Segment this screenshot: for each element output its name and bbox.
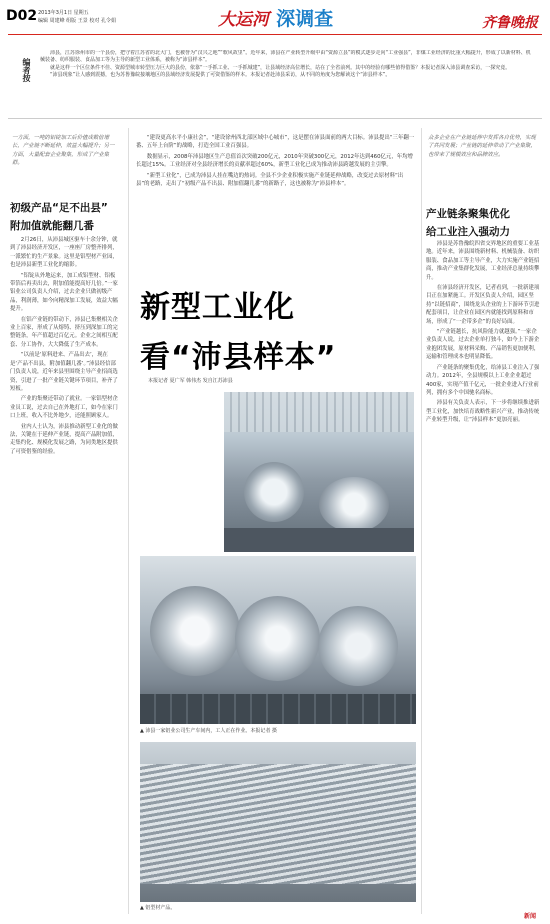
left-body-p5: 产业的集聚还带动了就业。一家铝型材企业员工说，过去自己在外地打工，如今在家门口上班，收入不比外地少，还能照顾家人。 [10,396,118,420]
editor-note-badge-text: 编者按 [22,58,31,82]
left-body-p6: 业内人士认为，沛县推动新型工业化的做法，关键在于延伸产业链，提高产品附加值，走集约化、规模化发展之路，为同类地区提供了可资借鉴的经验。 [10,423,118,455]
date-line: 2013年3月1日 星期五 [38,10,89,16]
editor-note [40,50,534,114]
main-headline [140,282,400,376]
center-intro [136,134,416,258]
note-rule [8,118,542,119]
footer-tag: 新闻 [523,913,536,920]
headline-left-line1: 初级产品“足不出县” [10,202,108,214]
headline-right-line1: 产业链条聚集优化 [426,208,510,220]
headline-left-line2: 附加值就能翻几番 [10,220,94,232]
section-kicker: 大运河 [218,10,269,30]
right-body-p4: 产业链条的聚集优化，给沛县工业注入了强动力。2012年，全县规模以上工业企业超过400家，实现产值千亿元，一批企业进入行业前列，拥有多个中国驰名商标。 [426,364,540,396]
left-body-p4: “以前是‘原料进来、产品出去’，现在是‘产品不出县，附加值翻几番’。”沛县经信部门负责人说，近年来县里围绕主导产业招商选资，引进了一批产业链关键环节项目，补齐了短板。 [10,352,118,392]
left-body-p2: “铝锭从外地运来，加工成铝型材、铝板带箔后再卖出去，附加值能提高好几倍。”一家铝业公司负责人介绍，过去企业只做初级产品，利润薄，如今向精深加工发展，效益大幅提升。 [10,272,118,313]
section-title: 深调查 [276,8,334,30]
center-intro-p0: “建设更高水平小康社会”，“建设徐州西北部区域中心城市”，这是摆在沛县面前的两大目标。沛县提出“三年翻一番、五年上台阶”的战略，打造全国工业百强县。 [136,135,415,150]
col1-quote: 一方面，一吨的铝锭加工后价值成数倍增长，产业链不断延伸，效益大幅提升；另一方面，大量配套企业聚集，形成了产业集群。 [12,135,115,167]
photo-profiles [140,742,416,902]
main-headline-line1: 新型工业化 [140,290,295,325]
right-quote: 众多企业在产业链延伸中发挥各自优势，实现了共同发展；产业链的延伸带动了产业集聚，也带来了规模效应和品牌效应。 [428,135,536,158]
photo1-caption: ▲ 沛县一家铝业公司生产车间内，工人正在作业。本报记者 摄 [140,728,278,734]
byline: 本报记者 夏广军 韩伟杰 发自江苏沛县 [148,378,233,384]
photo-aluminum-rolls [140,556,416,724]
left-body [10,236,118,912]
editor-note-p1: 沛县，江苏徐州市的一个县份，把守着江苏省的北大门，也被誉为“汉兴之地”“歌风故里”。近年来，沛县在产业转型升级中由“资源立县”的模式逐步走向“工业强县”，非煤工业经济的比重大幅提升，形成了以新材料、机械装备、纺织服装、食品加工等为主导的新型工业体系，被称为“沛县样本”。 [40,50,531,64]
main-headline-line2: 看“沛县样本” [140,340,337,375]
section-logo [218,4,333,34]
right-body-p2: 在沛县经济开发区，记者看到，一批新建项目正在加紧施工。开发区负责人介绍，园区坚持“以链招商”，围绕龙头企业的上下游环节引进配套项目，让企业在园区内就能找到原料和市场，形成了“一企带多企”的良好局面。 [426,285,540,325]
editors-line: 编辑 周建峰 组版 王景 校对 孔令娟 [38,18,116,24]
left-body-p1: 2月26日，从沛县城区驱车十余分钟，就到了沛县经济开发区，一座座厂房整齐排列，一派繁忙的生产景象。这里是铝型材产业园，也是沛县新型工业化的缩影。 [10,237,118,269]
right-body-p5: 沛县有关负责人表示，下一步将继续推进新型工业化，加快培育战略性新兴产业，推动传统产业转型升级，让“沛县样本”更加亮丽。 [426,400,540,424]
right-body-p1: 沛县是苏鲁豫皖四省交界地区的重要工业基地。近年来，沛县围绕新材料、机械装备、纺织服装、食品加工等主导产业，大力实施产业链招商，推动产业集群化发展，工业经济总量持续攀升。 [426,241,540,281]
photo-factory-hall [224,392,414,552]
page-code: D02 [6,8,38,24]
divider-left [128,128,129,914]
left-body-p3: 在铝产业链的带动下，沛县已集聚相关企业上百家，形成了从熔铸、挤压到深加工的完整链条，年产值超过百亿元。企业之间相互配套、分工协作，大大降低了生产成本。 [10,316,118,348]
editor-note-badge [22,58,32,98]
headline-right-line2: 给工业注入强动力 [426,226,510,238]
center-intro-p1: 数据显示，2008年沛县地区生产总值首次突破200亿元，2010年突破300亿元，2012年达到460亿元，年均增长超过15%。工业经济对全县经济增长的贡献率超过60%，新型工业化已成为推动沛县跨越发展的主引擎。 [136,153,413,169]
header-rule [8,34,542,35]
right-body-p3: “产业链越长，抗风险能力就越强。”一家企业负责人说，过去企业单打独斗，如今上下游企业抱团发展，原材料采购、产品销售更加便利，运输和管理成本也明显降低。 [426,329,540,361]
editor-note-p3: “沛县现象”让人感到震撼，也为苏鲁豫皖接壤地区的县域经济发展提供了可资借鉴的样本。本报记者赴沛县采访，从不同的角度为您解读这个“沛县样本”。 [50,72,391,79]
masthead: 齐鲁晚报 [482,15,538,31]
editor-note-p2: 就是这样一个区位条件不佳、资源型城市转型压力巨大的县份，依靠“一手抓工业、一手抓城建”，让县域经济高位增长，站在了全省前列。其中的经验有哪些值得借鉴？本报记者深入沛县调查采访，一探究竟。 [50,64,511,71]
photo2-caption: ▲ 铝型材产品。 [140,905,176,911]
center-intro-p2: “新型工业化”，已成为沛县人挂在嘴边的热词。全县不少企业积极实施产业链延伸战略，改变过去原材料“出县”的老路，走出了“初级产品不出县、附加值翻几番”的新路子，这也被称为“沛县样本”。 [136,172,404,188]
headline-right [426,206,544,239]
right-body [426,240,540,912]
divider-right [421,128,422,914]
